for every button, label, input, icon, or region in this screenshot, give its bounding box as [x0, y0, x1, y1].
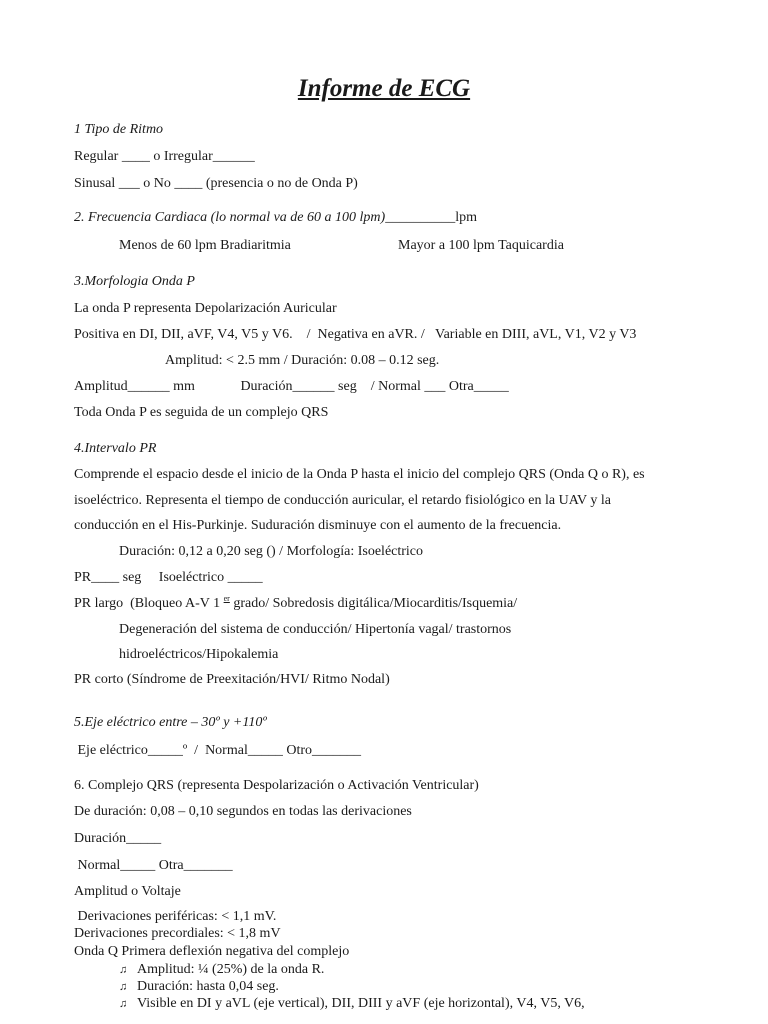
list-item: [119, 996, 585, 1012]
heart-rate-heading-text: 2. Frecuencia Cardiaca (lo normal va de 60 a 100 lpm): [74, 210, 386, 225]
rhythm-regular-line: Regular ____ o Irregular______: [74, 149, 255, 164]
section-1-heading: 1 Tipo de Ritmo: [74, 122, 164, 137]
music-note-icon: ♫: [119, 998, 128, 1010]
q-wave-duration: Duración: hasta 0,04 seg.: [137, 979, 279, 994]
qrs-duration-normal: De duración: 0,08 – 0,10 segundos en todas las derivaciones: [74, 804, 412, 819]
section-3-heading: 3.Morfologia Onda P: [74, 274, 195, 289]
p-wave-normal-values: Amplitud: < 2.5 mm / Duración: 0.08 – 0.12 seg.: [165, 353, 440, 368]
section-2-heading: [74, 209, 477, 227]
pr-description-1: Comprende el espacio desde el inicio de la Onda P hasta el inicio del complejo QRS (Onda Q o R), es: [74, 467, 645, 482]
music-note-icon: ♫: [119, 964, 128, 976]
qrs-duration-blank: Duración_____: [74, 831, 162, 846]
q-wave-amplitude: Amplitud: ¼ (25%) de la onda R.: [137, 962, 325, 977]
q-wave-definition: Onda Q Primera deflexión negativa del complejo: [74, 944, 350, 959]
list-item: [119, 979, 279, 995]
qrs-normal-other: Normal_____ Otra_______: [74, 858, 233, 873]
pr-normal-values: Duración: 0,12 a 0,20 seg () / Morfología: Isoeléctrico: [119, 544, 424, 559]
pr-long-line-3: hidroeléctricos/Hipokalemia: [119, 647, 279, 662]
section-5-heading: 5.Eje eléctrico entre – 30º y +110º: [74, 715, 267, 730]
q-wave-visibility: Visible en DI y aVL (eje vertical), DII, DIII y aVF (eje horizontal), V4, V5, V6,: [137, 996, 585, 1011]
p-wave-measure-line: Amplitud______ mm Duración______ seg / Normal ___ Otra_____: [74, 379, 509, 394]
rhythm-sinus-line: Sinusal ___ o No ____ (presencia o no de Onda P): [74, 176, 358, 191]
qrs-amplitude-heading: Amplitud o Voltaje: [74, 884, 181, 899]
music-note-icon: ♫: [119, 981, 128, 993]
pr-description-3: conducción en el His-Purkinje. Suduración disminuye con el aumento de la frecuencia.: [74, 518, 562, 533]
pr-long-text-a: PR largo (Bloqueo A-V 1: [74, 596, 224, 611]
tachycardia-text: Mayor a 100 lpm Taquicardia: [398, 238, 564, 253]
section-6-heading: 6. Complejo QRS (representa Despolarización o Activación Ventricular): [74, 778, 479, 793]
pr-description-2: isoeléctrico. Representa el tiempo de conducción auricular, el retardo fisiológico en la UAV y la: [74, 493, 611, 508]
pr-long-line-1: [74, 595, 517, 613]
axis-measure-line: Eje eléctrico_____º / Normal_____ Otro_______: [74, 743, 361, 758]
p-wave-definition: La onda P representa Depolarización Auricular: [74, 301, 337, 316]
p-wave-qrs-note: Toda Onda P es seguida de un complejo QRS: [74, 405, 329, 420]
pr-measure-line: PR____ seg Isoeléctrico _____: [74, 570, 263, 585]
list-item: [119, 962, 324, 978]
precordial-leads-value: Derivaciones precordiales: < 1,8 mV: [74, 926, 281, 941]
page-title: Informe de ECG: [297, 75, 471, 102]
p-wave-polarity: Positiva en DI, DII, aVF, V4, V5 y V6. / Negativa en aVR. / Variable en DIII, aVL, V1, V2 y V3: [74, 327, 637, 342]
pr-short-line: PR corto (Síndrome de Preexitación/HVI/ Ritmo Nodal): [74, 672, 390, 687]
peripheral-leads-value: Derivaciones periféricas: < 1,1 mV.: [74, 909, 277, 924]
pr-long-line-2: Degeneración del sistema de conducción/ Hipertonía vagal/ trastornos: [119, 622, 512, 637]
pr-long-text-b: grado/ Sobredosis digitálica/Miocarditis/Isquemia/: [229, 596, 518, 611]
section-4-heading: 4.Intervalo PR: [74, 441, 157, 456]
heart-rate-blank: __________lpm: [385, 210, 477, 225]
ordinal-superscript: er: [223, 594, 230, 603]
bradyarrhythmia-text: Menos de 60 lpm Bradiaritmia: [119, 238, 291, 253]
